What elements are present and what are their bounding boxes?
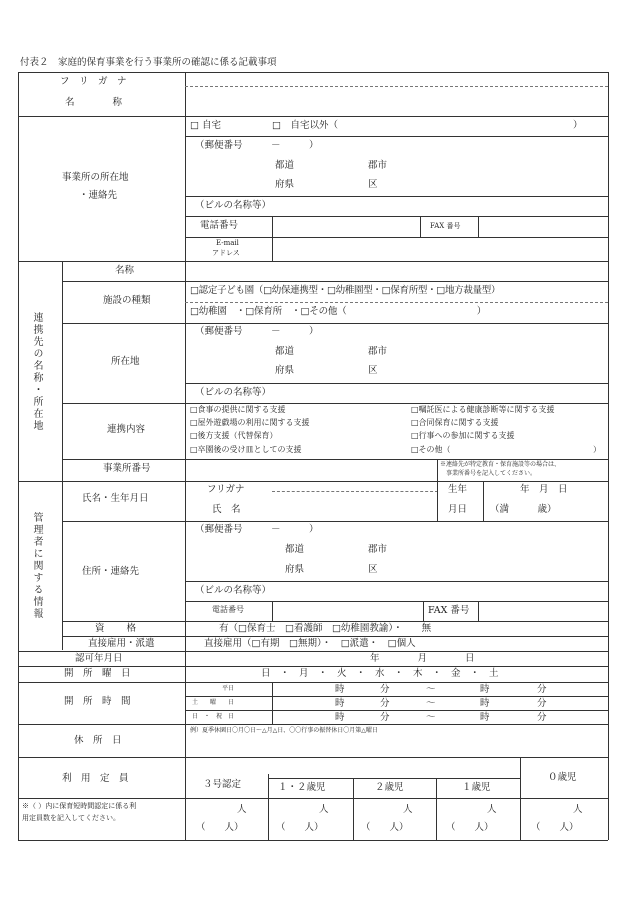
- grid-line: [18, 116, 608, 117]
- grid-line: [185, 710, 608, 711]
- renkei-fuken: 府県: [275, 365, 295, 376]
- open-hours-label: 開 所 時 間: [64, 696, 131, 707]
- grid-line: [18, 72, 608, 73]
- renkei-gunshi: 郡市: [368, 346, 388, 357]
- grid-line: [478, 601, 479, 621]
- manager-furigana: フリガナ: [207, 484, 245, 495]
- gappi: 月日: [448, 504, 468, 515]
- hours-weekday-tilde: ～: [426, 684, 436, 695]
- renkei-building: （ビルの名称等）: [195, 387, 272, 398]
- grid-line: [483, 481, 484, 521]
- checkbox-label: 自宅: [202, 120, 222, 131]
- manager-name-input[interactable]: [274, 493, 435, 519]
- capacity-note-2: 用定員数を記入してください。: [22, 814, 120, 822]
- cap-1sai-short[interactable]: （ 人）: [446, 822, 494, 833]
- page-title: 付表２ 家庭的保育事業を行う事業所の確認に係る記載事項: [20, 57, 277, 68]
- renkei-address-label: 所在地: [111, 356, 140, 367]
- birth-date[interactable]: 年 月 日: [520, 484, 568, 495]
- hours-holiday-start-fun[interactable]: 分: [380, 712, 390, 723]
- cap-12sai-short[interactable]: （ 人）: [276, 822, 324, 833]
- grid-line: [62, 261, 63, 650]
- age[interactable]: （満 歳）: [490, 504, 557, 515]
- name-input[interactable]: [190, 88, 600, 113]
- home-checkbox[interactable]: □ 自宅: [190, 120, 222, 131]
- hours-saturday-start-ji[interactable]: 時: [335, 698, 345, 709]
- cap-col-0sai: ０歳児: [548, 772, 577, 783]
- ku: 区: [368, 179, 378, 190]
- hours-holiday-tilde: ～: [426, 712, 436, 723]
- grid-line: [185, 601, 608, 602]
- grid-line: [437, 481, 438, 521]
- grid-line: [18, 724, 608, 725]
- content-opt-event[interactable]: □行事への参加に関する支援: [411, 431, 515, 440]
- hours-weekday-start-fun[interactable]: 分: [380, 684, 390, 695]
- grid-line: [437, 459, 438, 481]
- grid-line: [62, 521, 608, 522]
- postal-code: （郵便番号 － ）: [195, 140, 319, 151]
- permit-date-label: 認可年月日: [75, 653, 123, 664]
- grid-line: [268, 774, 269, 840]
- employment-label: 直接雇用・派遣: [88, 638, 155, 649]
- name-label: 名 称: [65, 97, 123, 108]
- fax-input[interactable]: [480, 218, 606, 235]
- capacity-note-1: ※（ ）内に保育短時間認定に係る利: [22, 802, 137, 810]
- name-birth-label: 氏名・生年月日: [82, 493, 149, 504]
- manager-todo: 都道: [285, 544, 305, 555]
- content-opt-backup[interactable]: □後方支援（代替保育）: [190, 431, 278, 440]
- grid-line: [185, 237, 608, 238]
- renkei-name-label: 名称: [115, 265, 135, 276]
- hours-holiday-end-fun[interactable]: 分: [537, 712, 547, 723]
- grid-line: [185, 196, 608, 197]
- hours-weekday-label: 平日: [222, 685, 235, 692]
- cap-3gou-nin[interactable]: 人: [237, 804, 247, 815]
- qualification-label: 資 格: [95, 623, 138, 634]
- checkbox-label: 自宅以外（: [290, 120, 338, 131]
- manager-building: （ビルの名称等）: [195, 585, 272, 596]
- grid-line: [272, 216, 273, 261]
- location-label: 事業所の所在地: [62, 172, 129, 183]
- manager-address-label: 住所・連絡先: [82, 566, 140, 577]
- grid-line: [18, 682, 608, 683]
- renkei-content-label: 連携内容: [107, 424, 146, 435]
- hours-saturday-start-fun[interactable]: 分: [380, 698, 390, 709]
- tel-label: 電話番号: [200, 220, 239, 231]
- manager-tel-input[interactable]: [274, 603, 421, 619]
- manager-fuken: 府県: [285, 564, 305, 575]
- building-name: （ビルの名称等）: [195, 200, 272, 211]
- hours-saturday-label: 土 曜 日: [192, 699, 235, 706]
- content-opt-joint[interactable]: □合同保育に関する支援: [411, 418, 499, 427]
- grid-line: [353, 778, 354, 840]
- other-close: ）: [573, 120, 583, 131]
- email-label-2: アドレス: [212, 249, 240, 257]
- grid-line: [62, 636, 608, 637]
- content-opt-other-close: ）: [593, 445, 601, 454]
- content-opt-food[interactable]: □食事の提供に関する支援: [190, 405, 286, 414]
- renkei-vertical-label: 連携先の名称・所在地: [31, 312, 42, 432]
- qualification-options[interactable]: 有（□保育士 □看護師 □幼稚園教諭）・ 無: [219, 623, 432, 634]
- hours-weekday-end-ji[interactable]: 時: [480, 684, 490, 695]
- grid-line: [185, 302, 608, 303]
- grid-line: [272, 491, 438, 492]
- grid-line: [185, 798, 608, 799]
- cap-3gou-short[interactable]: （ 人）: [196, 822, 244, 833]
- email-label: E-mail: [216, 239, 239, 247]
- grid-line: [272, 682, 273, 724]
- grid-line: [185, 696, 608, 697]
- cap-col-3gou: ３号認定: [203, 779, 242, 790]
- grid-line: [185, 136, 608, 137]
- renkei-ku: 区: [368, 365, 378, 376]
- grid-line: [420, 216, 421, 237]
- manager-ku: 区: [368, 564, 378, 575]
- todo: 都道: [275, 160, 295, 171]
- grid-line: [18, 481, 608, 482]
- holiday-example: 例）夏季休園日〇月〇日～△月△日、〇〇行事の振替休日〇月第△曜日: [190, 727, 378, 734]
- cap-12sai-nin[interactable]: 人: [319, 804, 329, 815]
- grid-line: [62, 459, 608, 460]
- fax-label: FAX 番号: [430, 222, 461, 230]
- hours-weekday-start-ji[interactable]: 時: [335, 684, 345, 695]
- employment-options[interactable]: 直接雇用（□有期 □無期）・ □派遣・ □個人: [204, 638, 416, 649]
- location-label-2: ・連絡先: [79, 190, 118, 201]
- open-days-label: 開 所 曜 日: [64, 668, 131, 679]
- email-input[interactable]: [274, 239, 606, 259]
- grid-line: [423, 601, 424, 621]
- hours-weekday-end-fun[interactable]: 分: [537, 684, 547, 695]
- manager-fax-label: FAX 番号: [428, 605, 470, 616]
- grid-line: [268, 778, 520, 779]
- content-opt-other[interactable]: □その他（: [411, 445, 451, 454]
- office-no-note-1: ※連絡先が特定教育・保育施設等の場合は、: [440, 461, 561, 468]
- grid-line: [272, 601, 273, 621]
- renkei-postal: （郵便番号 － ）: [195, 326, 319, 337]
- grid-line: [185, 383, 608, 384]
- holiday-input[interactable]: [187, 738, 605, 755]
- furigana-label: フ リ ガ ナ: [60, 76, 127, 87]
- grid-line: [62, 621, 608, 622]
- office-no-label: 事業所番号: [103, 463, 151, 474]
- manager-vertical-label: 管理者に関する情報: [31, 512, 42, 620]
- open-days-value[interactable]: 日 ・ 月 ・ 火 ・ 水 ・ 木 ・ 金 ・ 土: [261, 668, 499, 679]
- hours-saturday-tilde: ～: [426, 698, 436, 709]
- office-no-note-2: 事業所番号を記入してください。: [446, 470, 537, 477]
- renkei-todo: 都道: [275, 346, 295, 357]
- capacity-label: 利 用 定 員: [62, 773, 129, 784]
- manager-shimei: 氏 名: [212, 504, 241, 515]
- manager-postal: （郵便番号 － ）: [195, 524, 319, 535]
- permit-date-value[interactable]: 年 月 日: [370, 653, 475, 664]
- other-checkbox[interactable]: □ 自宅以外（: [272, 120, 338, 131]
- cap-col-2sai: ２歳児: [375, 782, 404, 793]
- gunshi: 郡市: [368, 160, 388, 171]
- cap-col-1sai: １歳児: [462, 782, 491, 793]
- grid-line: [18, 798, 185, 799]
- hours-holiday-start-ji[interactable]: 時: [335, 712, 345, 723]
- manager-tel-label: 電話番号: [212, 605, 244, 614]
- grid-line: [18, 666, 608, 667]
- grid-line: [608, 72, 609, 840]
- hours-holiday-end-ji[interactable]: 時: [480, 712, 490, 723]
- grid-line: [185, 216, 608, 217]
- content-opt-playground[interactable]: □屋外遊戯場の利用に関する支援: [190, 418, 310, 427]
- hours-holiday-label: 日 ・ 祝 日: [192, 713, 235, 720]
- facility-options-2[interactable]: □幼稚園 ・□保育所 ・□その他（ ）: [190, 306, 487, 317]
- office-no-input[interactable]: [187, 461, 435, 479]
- cap-0sai-short[interactable]: （ 人）: [531, 822, 579, 833]
- grid-line: [18, 651, 608, 652]
- grid-line: [18, 840, 608, 841]
- grid-line: [62, 323, 608, 324]
- cap-0sai-nin[interactable]: 人: [573, 804, 583, 815]
- grid-line: [62, 281, 608, 282]
- grid-line: [18, 261, 608, 262]
- content-opt-graduate[interactable]: □卒園後の受け皿としての支援: [190, 445, 302, 454]
- grid-line: [185, 581, 608, 582]
- grid-line: [478, 216, 479, 237]
- fuken: 府県: [275, 179, 295, 190]
- facility-type-label: 施設の種類: [103, 295, 151, 306]
- renkei-name-input[interactable]: [187, 263, 605, 279]
- cap-2sai-short[interactable]: （ 人）: [361, 822, 409, 833]
- holiday-label: 休 所 日: [74, 735, 122, 746]
- facility-options-1[interactable]: □認定子ども園（□幼保連携型・□幼稚園型・□保育所型・□地方裁量型）: [190, 285, 501, 296]
- hours-saturday-end-ji[interactable]: 時: [480, 698, 490, 709]
- content-opt-doctor[interactable]: □嘱託医による健康診断等に関する支援: [411, 405, 555, 414]
- cap-2sai-nin[interactable]: 人: [403, 804, 413, 815]
- grid-line: [436, 778, 437, 840]
- seinen: 生年: [448, 484, 468, 495]
- cap-1sai-nin[interactable]: 人: [487, 804, 497, 815]
- manager-gunshi: 郡市: [368, 544, 388, 555]
- tel-input[interactable]: [274, 218, 418, 235]
- manager-fax-input[interactable]: [480, 603, 606, 619]
- cap-col-12sai: １・２歳児: [278, 782, 326, 793]
- grid-line: [185, 86, 608, 87]
- hours-saturday-end-fun[interactable]: 分: [537, 698, 547, 709]
- grid-line: [62, 403, 608, 404]
